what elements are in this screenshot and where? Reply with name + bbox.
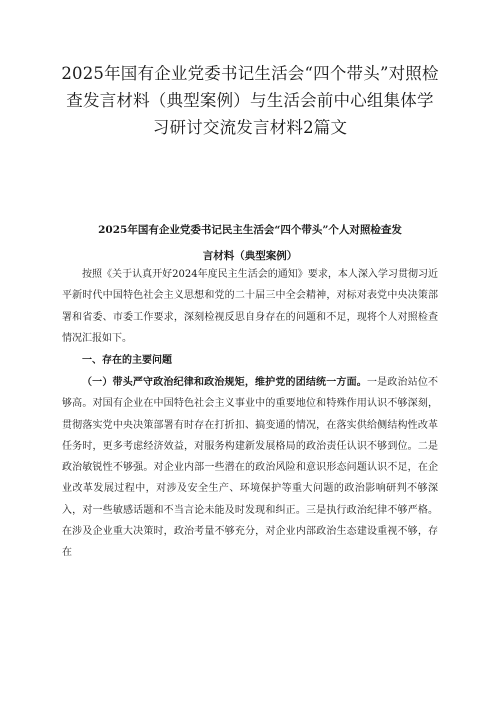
article-subtitle-line1: 2025年国有企业党委书记民主生活会“四个带头”个人对照检查发: [98, 224, 402, 236]
point-heading: （一）带头严守政治纪律和政治规矩，维护党的团结统一方面。: [82, 377, 367, 388]
article-subtitle: [60, 217, 440, 269]
document-title: 2025年国有企业党委书记生活会“四个带头”对照检查发言材料（典型案例）与生活会前中心组集体学习研讨交流发言材料2篇文: [61, 64, 439, 137]
point-paragraph: [62, 372, 438, 564]
intro-paragraph: 按照《关于认真开好2024年度民主生活会的通知》要求，本人深入学习贯彻习近平新时代中国特色社会主义思想和党的二十届三中全会精神，对标对表党中央决策部署和省委、市委工作要求，深刻检视反思自身存在的问题和不足，现将个人对照检查情况汇报如下。: [62, 269, 438, 344]
section-heading: 一、存在的主要问题: [82, 355, 172, 366]
article-subtitle-line2: 言材料（典型案例）: [202, 250, 298, 262]
point-body: 一是政治站位不够高。对国有企业在中国特色社会主义事业中的重要地位和特殊作用认识不够深刻，贯彻落实党中央决策部署有时存在打折扣、搞变通的情况，在落实供给侧结构性改革任务时，更多考虑经济效益，对服务构建新发展格局的政治责任认识不够到位。二是政治敏锐性不够强。对企业内部一些潜在的政治风险和意识形态问题认识不足，在企业改革发展过程中，对涉及安全生产、环境保护等重大问题的政治影响研判不够深入，对一些敏感话题和不当言论未能及时发现和纠正。三是执行政治纪律不够严格。在涉及企业重大决策时，政治考量不够充分，对企业内部政治生态建设重视不够，存在: [62, 377, 439, 559]
